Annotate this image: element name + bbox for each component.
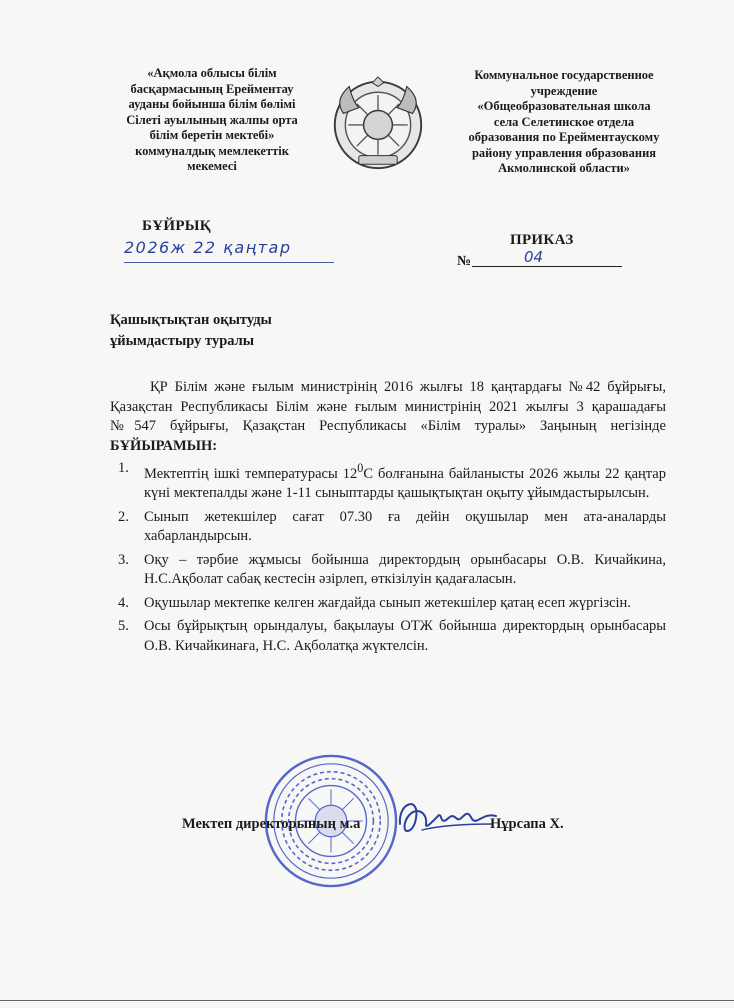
order-item: [118, 551, 666, 590]
header-kz-line: басқармасының Ерейментау: [130, 81, 294, 96]
order-item: [118, 459, 666, 504]
item-text: Оқу – тәрбие жұмысы бойынша директордың орынбасары О.В. Кичайкина, Н.С.Ақболат сабақ кестесін әзірлеп, өткізілуін қадағаласын.: [144, 551, 666, 588]
signer-position: Мектеп директорының м.а: [182, 816, 361, 832]
header-ru-line: села Селетинское отдела: [493, 114, 635, 129]
header-kz-line: Сілеті ауылының жалпы орта: [126, 112, 298, 127]
preamble-text: ҚР Білім және ғылым министрінің 2016 жылғы 18 қаңтардағы №42 бұйрығы, Қазақстан Республикасы Білім және ғылым министрінің 2021 жылғы 3 қарашадағы №547 бұйрығы, Қазақстан Республикасы «Білім туралы» Заңының негізінде: [110, 379, 666, 434]
header-kz-line: мекемесі: [187, 159, 237, 173]
item-number: 3.: [118, 551, 129, 568]
subject-line: ұйымдастыру туралы: [110, 333, 255, 349]
order-item: [118, 594, 666, 614]
order-number-handwritten: 04: [524, 248, 544, 266]
order-title-kz: БҰЙРЫҚ: [142, 218, 211, 234]
subject-line: Қашықтықтан оқытуды: [110, 312, 272, 328]
order-items-list: [118, 459, 666, 660]
header-ru-line: Акмолинской области»: [498, 161, 630, 175]
state-emblem-icon: [330, 75, 426, 171]
header-ru-organization: [446, 68, 682, 177]
header-ru-line: Коммунальное государственное: [474, 68, 654, 82]
header-kz-line: ауданы бойынша білім бөлімі: [128, 97, 296, 111]
item-text: Сынып жетекшілер сағат 07.30 ға дейін оқушылар мен ата-аналарды хабарландырсын.: [144, 508, 666, 545]
order-item: [118, 617, 666, 656]
page-bottom-divider: [0, 1000, 734, 1001]
directive-word: БҰЙЫРАМЫН:: [110, 437, 218, 454]
order-date-handwritten: 2026ж 22 қаңтар: [124, 238, 334, 263]
item-text: Мектептің ішкі температурасы 12: [144, 465, 358, 482]
order-subject: [110, 310, 350, 352]
item-text: Осы бұйрықтың орындалуы, бақылауы ОТЖ бойынша директордың орынбасары О.В. Кичайкинаға, Н.С. Ақболатқа жүктелсін.: [144, 618, 666, 654]
order-number-label: №: [457, 254, 472, 269]
item-number: 2.: [118, 508, 129, 525]
order-preamble: [110, 378, 666, 456]
handwritten-signature-icon: [392, 790, 504, 848]
signer-name: Нұрсапа Х.: [490, 816, 564, 832]
order-title-ru: ПРИКАЗ: [510, 232, 574, 248]
item-number: 5.: [118, 618, 129, 635]
order-number-underline: [472, 266, 622, 267]
header-ru-line: району управления образования: [471, 145, 657, 160]
header-ru-line: образования по Ерейментаускому: [468, 130, 660, 144]
header-kz-line: коммуналдық мемлекеттік: [135, 143, 289, 158]
item-superscript: 0: [357, 461, 364, 475]
header-kz-organization: [108, 66, 316, 175]
header-kz-line: «Ақмола облысы білім: [147, 66, 277, 80]
item-text-after: С болғанына байланысты 2026 жылы 22 қаңтар күні мектепалды және 1-11 сыныптарды қашықтықтан оқыту ұйымдастырылсын.: [144, 465, 666, 502]
item-number: 1.: [118, 460, 129, 476]
header-ru-line: учреждение: [530, 83, 598, 98]
order-item: [118, 508, 666, 547]
header-ru-line: «Общеобразовательная школа: [477, 99, 651, 113]
item-number: 4.: [118, 594, 129, 611]
item-text: Оқушылар мектепке келген жағдайда сынып жетекшілер қатаң есеп жүргізсін.: [144, 594, 631, 611]
header-kz-line: білім беретін мектебі»: [149, 128, 275, 142]
